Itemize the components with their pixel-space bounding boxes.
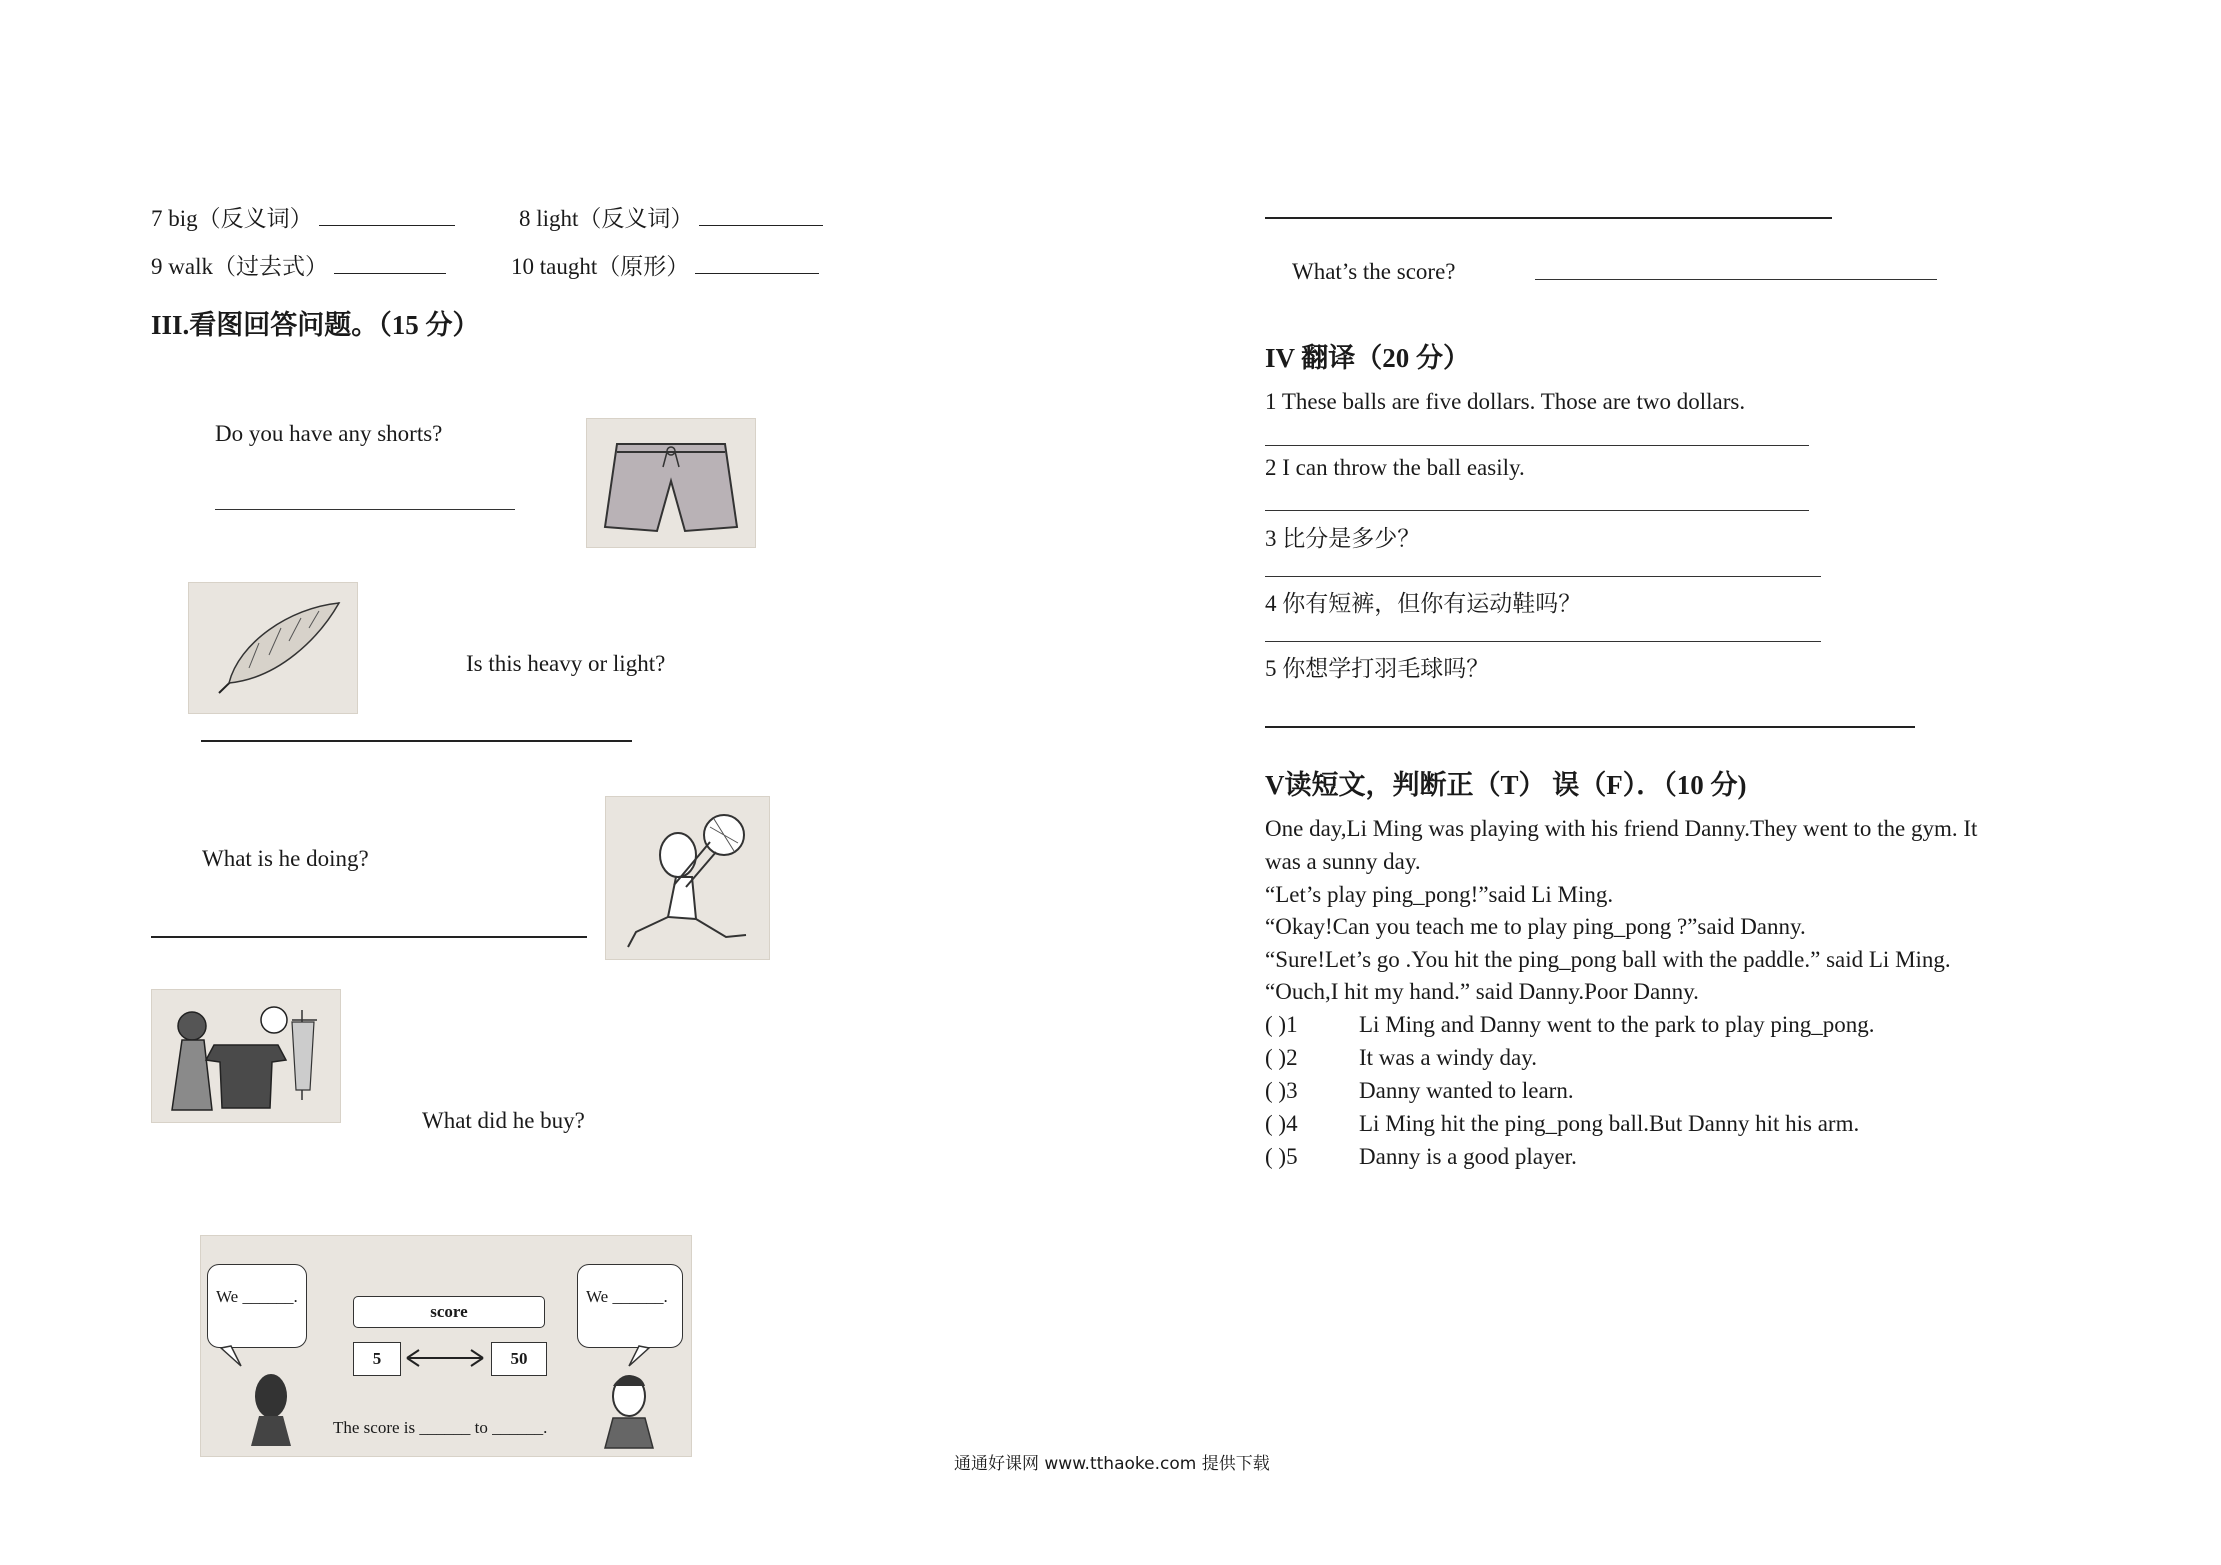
vocab-label: 10 taught（原形）: [511, 254, 690, 279]
player-icon: [606, 797, 769, 959]
vocab-item-10: [511, 248, 819, 281]
answer-blank[interactable]: [319, 225, 455, 226]
vocab-label: 7 big（反义词）: [151, 206, 313, 231]
shorts-picture: [586, 418, 756, 548]
passage-line-3: “Let’s play ping_pong!”said Li Ming.: [1265, 882, 1614, 907]
passage-line-1: One day,Li Ming was playing with his friend Danny.They went to the gym. It: [1265, 816, 1978, 841]
page-footer: 通通好课网 www.tthaoke.com 提供下载: [954, 1454, 1270, 1474]
vocab-item-9: [151, 248, 446, 281]
translation-2: 2 I can throw the ball easily.: [1265, 455, 1525, 480]
vocab-label: 9 walk（过去式）: [151, 254, 328, 279]
vocab-item-8: [519, 200, 823, 233]
feather-icon: [189, 583, 357, 713]
score-right-value: 50: [491, 1342, 547, 1376]
judgement-paren[interactable]: ( )2: [1265, 1045, 1298, 1070]
shopping-picture: [151, 989, 341, 1123]
player-picture: [605, 796, 770, 960]
shopping-icon: [152, 990, 340, 1122]
translation-3: 3 比分是多少？: [1265, 526, 1421, 551]
answer-blank[interactable]: [695, 273, 819, 274]
score-label: score: [353, 1296, 545, 1328]
judgement-paren[interactable]: ( )4: [1265, 1111, 1298, 1136]
section-3-title: III.看图回答问题。（15 分）: [151, 310, 480, 340]
judgement-2: [1265, 1045, 1537, 1071]
answer-line-translation-2[interactable]: [1265, 510, 1809, 511]
translation-5: 5 你想学打羽毛球吗？: [1265, 656, 1490, 681]
judgement-text: Li Ming hit the ping_pong ball.But Danny hit his arm.: [1359, 1111, 1860, 1136]
feather-picture: [188, 582, 358, 714]
judgement-paren[interactable]: ( )3: [1265, 1078, 1298, 1103]
passage-line-4: “Okay!Can you teach me to play ping_pong ?”said Danny.: [1265, 914, 1806, 939]
translation-4: 4 你有短裤，但你有运动鞋吗？: [1265, 591, 1582, 616]
score-picture: [200, 1235, 692, 1457]
question-doing: What is he doing?: [202, 846, 369, 871]
bubble-left-text: We ______.: [216, 1287, 298, 1306]
section-4-title: IV 翻译（20 分）: [1265, 343, 1471, 373]
shorts-icon: [587, 419, 755, 547]
section-5-title: V读短文，判断正（T） 误（F）．（10 分): [1265, 770, 1747, 800]
score-left-value: 5: [353, 1342, 401, 1376]
question-shorts: Do you have any shorts?: [215, 421, 443, 446]
answer-blank[interactable]: [699, 225, 823, 226]
translation-1: 1 These balls are five dollars. Those are two dollars.: [1265, 389, 1746, 414]
answer-line-translation-3[interactable]: [1265, 576, 1821, 577]
answer-line-feather[interactable]: [201, 740, 632, 742]
answer-line-translation-5[interactable]: [1265, 726, 1915, 728]
judgement-text: It was a windy day.: [1359, 1045, 1537, 1070]
judgement-5: [1265, 1144, 1577, 1170]
judgement-paren[interactable]: ( )1: [1265, 1012, 1298, 1037]
judgement-3: [1265, 1078, 1574, 1104]
answer-line-shorts[interactable]: [215, 509, 515, 510]
judgement-text: Danny wanted to learn.: [1359, 1078, 1574, 1103]
judgement-text: Li Ming and Danny went to the park to play ping_pong.: [1359, 1012, 1875, 1037]
judgement-4: [1265, 1111, 1859, 1137]
question-buy: What did he buy?: [422, 1108, 585, 1133]
judgement-paren[interactable]: ( )5: [1265, 1144, 1298, 1169]
answer-line-top[interactable]: [1265, 217, 1832, 219]
answer-blank[interactable]: [334, 273, 446, 274]
bubble-right-text: We ______.: [586, 1287, 668, 1306]
answer-line-translation-4[interactable]: [1265, 641, 1821, 642]
vocab-item-7: [151, 200, 455, 233]
answer-line-score[interactable]: [1535, 279, 1937, 280]
passage-line-2: was a sunny day.: [1265, 849, 1421, 874]
passage-line-6: “Ouch,I hit my hand.” said Danny.Poor Danny.: [1265, 979, 1699, 1004]
judgement-1: [1265, 1012, 1875, 1038]
answer-line-translation-1[interactable]: [1265, 445, 1809, 446]
question-feather: Is this heavy or light?: [466, 651, 666, 676]
answer-line-doing[interactable]: [151, 936, 587, 938]
question-score: What’s the score?: [1292, 259, 1456, 284]
score-caption: The score is ______ to ______.: [333, 1418, 548, 1437]
judgement-text: Danny is a good player.: [1359, 1144, 1577, 1169]
passage-line-5: “Sure!Let’s go .You hit the ping_pong ball with the paddle.” said Li Ming.: [1265, 947, 1951, 972]
vocab-label: 8 light（反义词）: [519, 206, 694, 231]
